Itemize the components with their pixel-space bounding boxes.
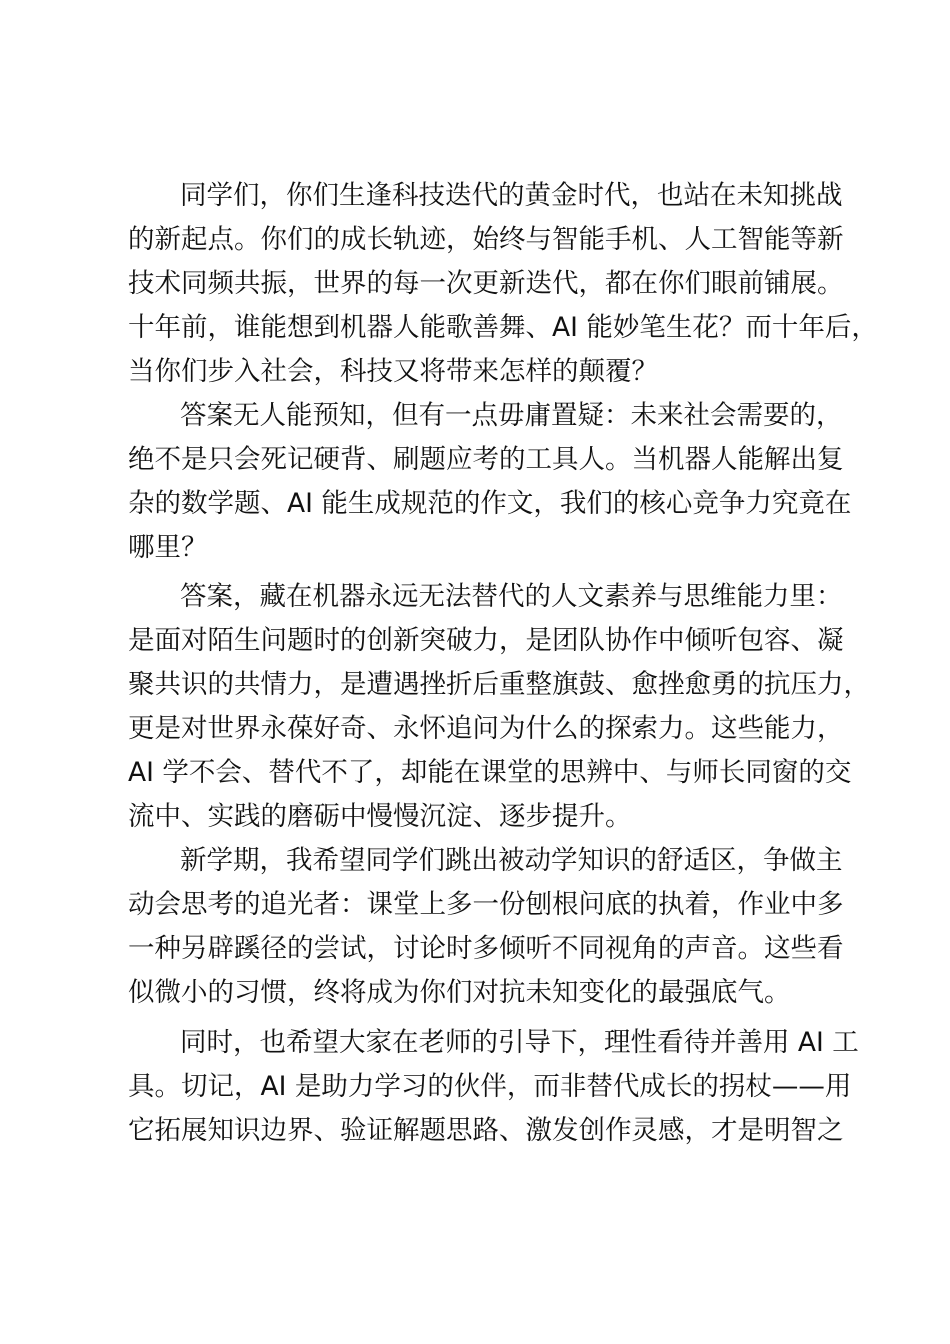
text-line: 杂的数学题、AI 能生成规范的作文，我们的核心竞争力究竟在 bbox=[128, 488, 852, 519]
text-line: 十年前，谁能想到机器人能歌善舞、AI 能妙笔生花？而十年后， bbox=[128, 312, 878, 343]
text-line: 新学期，我希望同学们跳出被动学知识的舒适区，争做主 bbox=[180, 845, 843, 876]
text-line: 的新起点。你们的成长轨迹，始终与智能手机、人工智能等新 bbox=[128, 224, 844, 255]
text-line: 具。切记，AI 是助力学习的伙伴，而非替代成长的拐杖——用 bbox=[128, 1071, 852, 1102]
text-line: 同学们，你们生逢科技迭代的黄金时代，也站在未知挑战 bbox=[180, 180, 843, 211]
text-line: 聚共识的共情力，是遭遇挫折后重整旗鼓、愈挫愈勇的抗压力， bbox=[128, 669, 870, 700]
text-line: AI 学不会、替代不了，却能在课堂的思辨中、与师长同窗的交 bbox=[128, 757, 852, 788]
text-line: 是面对陌生问题时的创新突破力，是团队协作中倾听包容、凝 bbox=[128, 625, 844, 656]
text-line: 流中、实践的磨砺中慢慢沉淀、逐步提升。 bbox=[128, 801, 632, 832]
text-line: 似微小的习惯，终将成为你们对抗未知变化的最强底气。 bbox=[128, 977, 791, 1008]
text-line: 答案无人能预知，但有一点毋庸置疑：未来社会需要的， bbox=[180, 400, 843, 431]
text-line: 动会思考的追光者：课堂上多一份刨根问底的执着，作业中多 bbox=[128, 889, 844, 920]
text-line: 当你们步入社会，科技又将带来怎样的颠覆？ bbox=[128, 356, 658, 387]
text-line: 哪里？ bbox=[128, 532, 208, 563]
text-line: 技术同频共振，世界的每一次更新迭代，都在你们眼前铺展。 bbox=[128, 268, 844, 299]
text-line: 答案，藏在机器永远无法替代的人文素养与思维能力里： bbox=[180, 581, 843, 612]
text-line: 更是对世界永葆好奇、永怀追问为什么的探索力。这些能力， bbox=[128, 713, 844, 744]
text-line: 一种另辟蹊径的尝试，讨论时多倾听不同视角的声音。这些看 bbox=[128, 933, 844, 964]
text-line: 它拓展知识边界、验证解题思路、激发创作灵感，才是明智之 bbox=[128, 1115, 844, 1146]
text-line: 绝不是只会死记硬背、刷题应考的工具人。当机器人能解出复 bbox=[128, 444, 844, 475]
text-line: 同时，也希望大家在老师的引导下，理性看待并善用 AI 工 bbox=[180, 1027, 859, 1058]
